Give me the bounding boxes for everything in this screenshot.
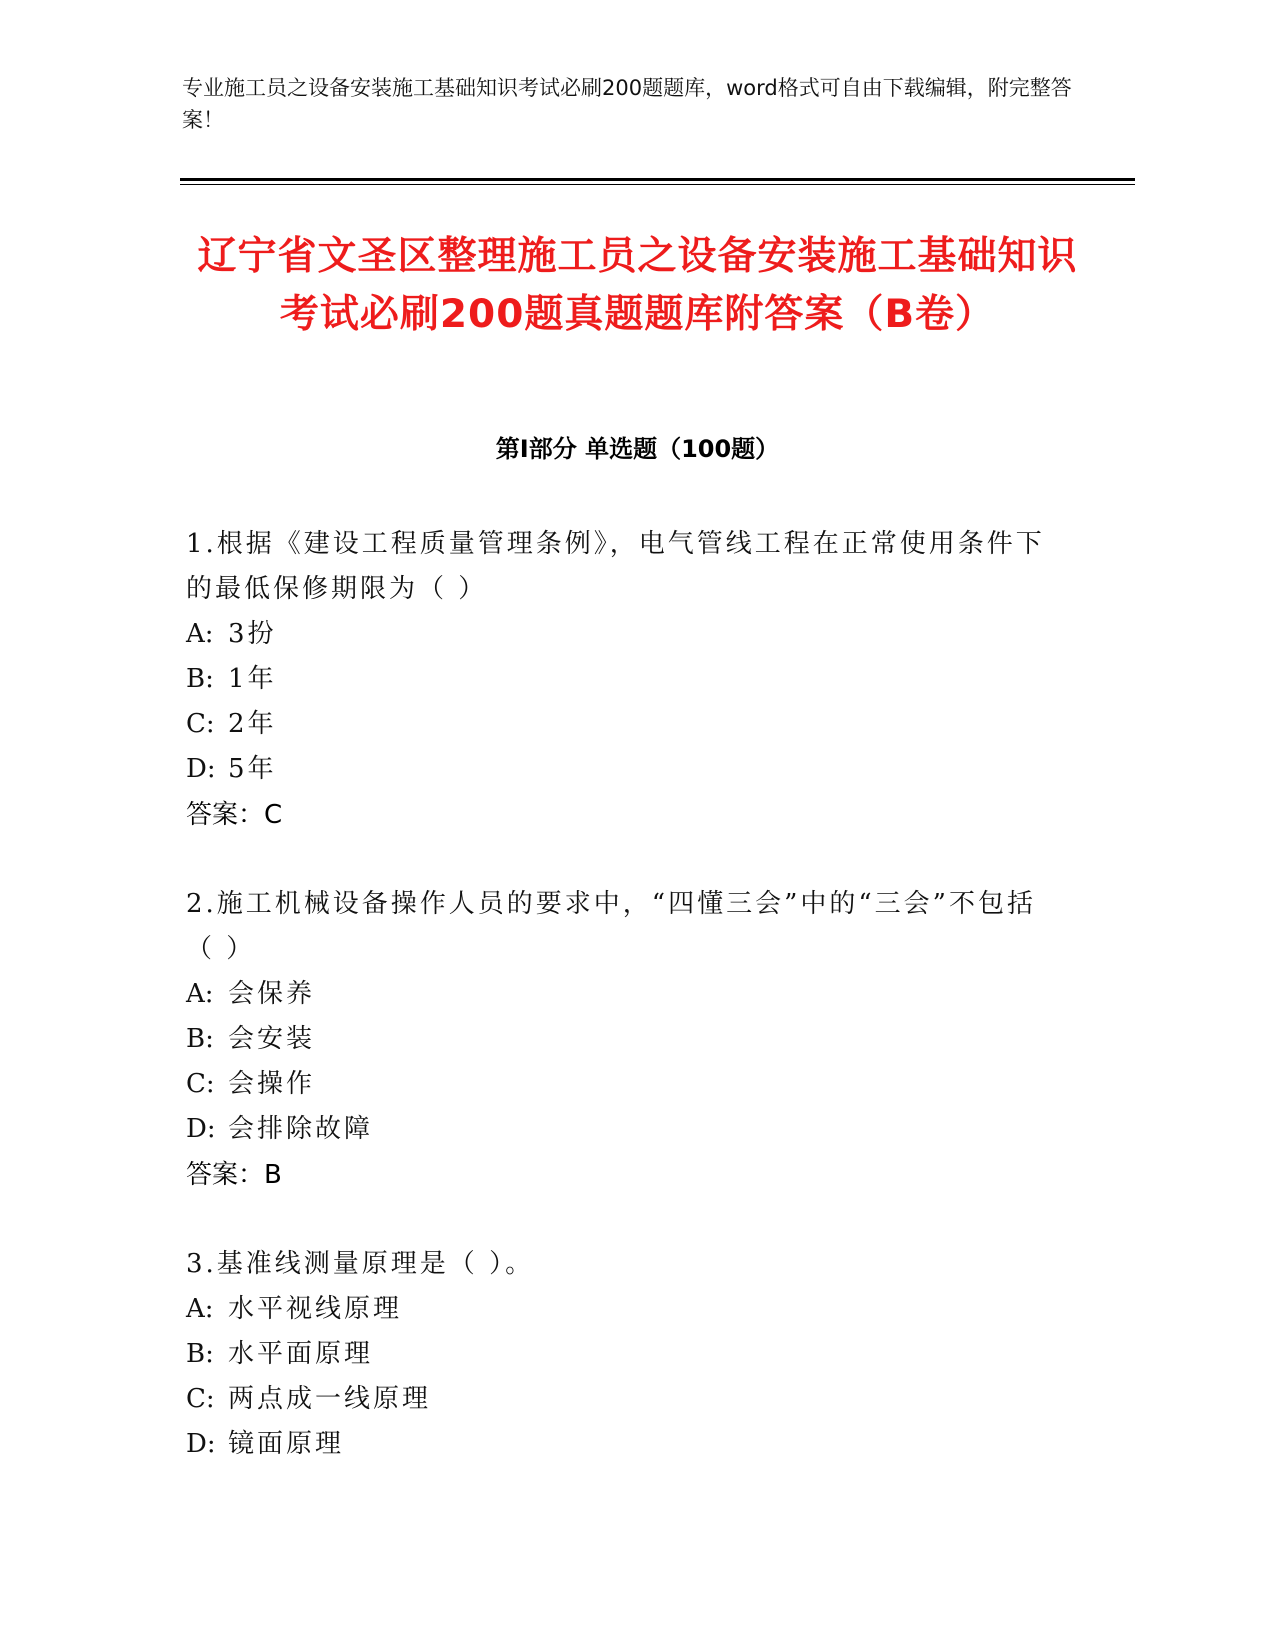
option-text: 水平视线原理 (228, 1294, 403, 1324)
answer-line: 答案：C (186, 800, 283, 830)
option-b (186, 1332, 1056, 1377)
question-1 (186, 522, 1056, 838)
option-label: C: (186, 709, 215, 739)
option-b (186, 657, 1056, 702)
question-list (186, 522, 1056, 1511)
option-text: 水平面原理 (228, 1339, 374, 1369)
option-text: 镜面原理 (228, 1429, 345, 1459)
option-label: B: (186, 1024, 214, 1054)
option-c (186, 702, 1056, 747)
option-label: D: (186, 1114, 216, 1144)
option-a (186, 972, 1056, 1017)
question-stem: 3.基准线测量原理是（ ）。 (186, 1249, 535, 1279)
option-label: A: (186, 619, 214, 649)
option-text: 两点成一线原理 (228, 1384, 432, 1414)
option-label: A: (186, 1294, 214, 1324)
option-label: D: (186, 754, 216, 784)
option-text: 3扮 (228, 619, 277, 649)
question-3 (186, 1242, 1056, 1467)
option-a (186, 1287, 1056, 1332)
option-text: 2年 (228, 709, 277, 739)
option-c (186, 1062, 1056, 1107)
header-note: 专业施工员之设备安装施工基础知识考试必刷200题题库，word格式可自由下载编辑，附完整答案！ (182, 76, 1072, 132)
option-text: 会操作 (228, 1069, 316, 1099)
option-label: C: (186, 1384, 215, 1414)
option-text: 会保养 (228, 979, 316, 1009)
option-d (186, 1422, 1056, 1467)
option-d (186, 1107, 1056, 1152)
option-text: 1年 (228, 664, 277, 694)
option-label: B: (186, 1339, 214, 1369)
option-text: 会安装 (228, 1024, 316, 1054)
answer-line: 答案：B (186, 1160, 282, 1190)
option-text: 5年 (228, 754, 277, 784)
header-divider-thick (180, 178, 1135, 181)
question-stem: 2.施工机械设备操作人员的要求中，“四懂三会”中的“三会”不包括（ ） (186, 889, 1036, 964)
option-label: A: (186, 979, 214, 1009)
option-label: B: (186, 664, 214, 694)
option-a (186, 612, 1056, 657)
option-text: 会排除故障 (228, 1114, 374, 1144)
option-label: D: (186, 1429, 216, 1459)
option-b (186, 1017, 1056, 1062)
question-2 (186, 882, 1056, 1198)
section-heading: 第I部分 单选题（100题） (495, 435, 780, 463)
document-title: 辽宁省文圣区整理施工员之设备安装施工基础知识考试必刷200题真题题库附答案（B卷） (197, 234, 1078, 337)
option-d (186, 747, 1056, 792)
header-divider-thin (180, 184, 1135, 185)
question-stem: 1.根据《建设工程质量管理条例》，电气管线工程在正常使用条件下的最低保修期限为（ ） (186, 529, 1045, 604)
option-c (186, 1377, 1056, 1422)
option-label: C: (186, 1069, 215, 1099)
